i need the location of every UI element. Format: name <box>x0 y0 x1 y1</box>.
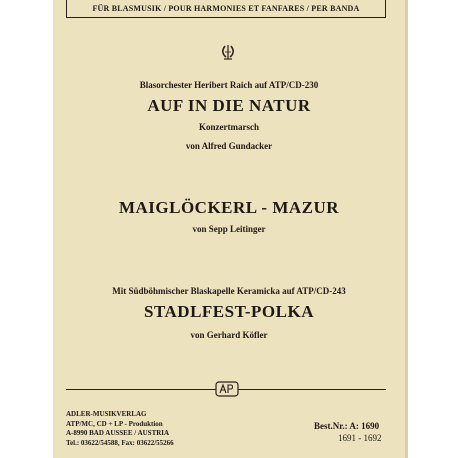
piece-1-subtitle: Konzertmarsch <box>199 122 259 132</box>
page-edge-shadow <box>405 0 408 458</box>
piece-1-title: AUF IN DIE NATUR <box>147 96 311 115</box>
publisher-block <box>66 410 174 448</box>
piece-3-title: STADLFEST-POLKA <box>144 302 314 321</box>
piece-3-composer: von Gerhard Köfler <box>190 330 268 340</box>
piece-2-composer: von Sepp Leitinger <box>192 224 266 234</box>
piece-1-composer: von Alfred Gundacker <box>185 141 273 151</box>
publisher-name: ADLER-MUSIKVERLAG <box>66 410 147 418</box>
amp-emblem-icon <box>215 381 239 397</box>
instrumentation-band: FÜR BLASMUSIK / POUR HARMONIES ET FANFARES / PER BANDA <box>66 0 386 18</box>
lyre-logo-icon <box>221 44 235 60</box>
order-number-block <box>314 420 386 444</box>
order-number: Best.Nr.: A: 1690 <box>314 421 380 431</box>
piece-2-title: MAIGLÖCKERL - MAZUR <box>118 198 340 217</box>
publisher-production: ATP/MC, CD + LP - Produktion <box>66 419 163 428</box>
order-number-range: 1691 - 1692 <box>338 433 382 443</box>
piece-3-recording: Mit Südböhmischer Blaskapelle Keramicka auf ATP/CD-243 <box>112 286 346 296</box>
publisher-address: A-8990 BAD AUSSEE / AUSTRIA <box>66 429 170 437</box>
publisher-contact: Tel.: 03622/54588, Fax: 03622/55266 <box>66 438 174 447</box>
piece-1-recording: Blasorchester Heribert Raich auf ATP/CD-230 <box>139 80 319 90</box>
